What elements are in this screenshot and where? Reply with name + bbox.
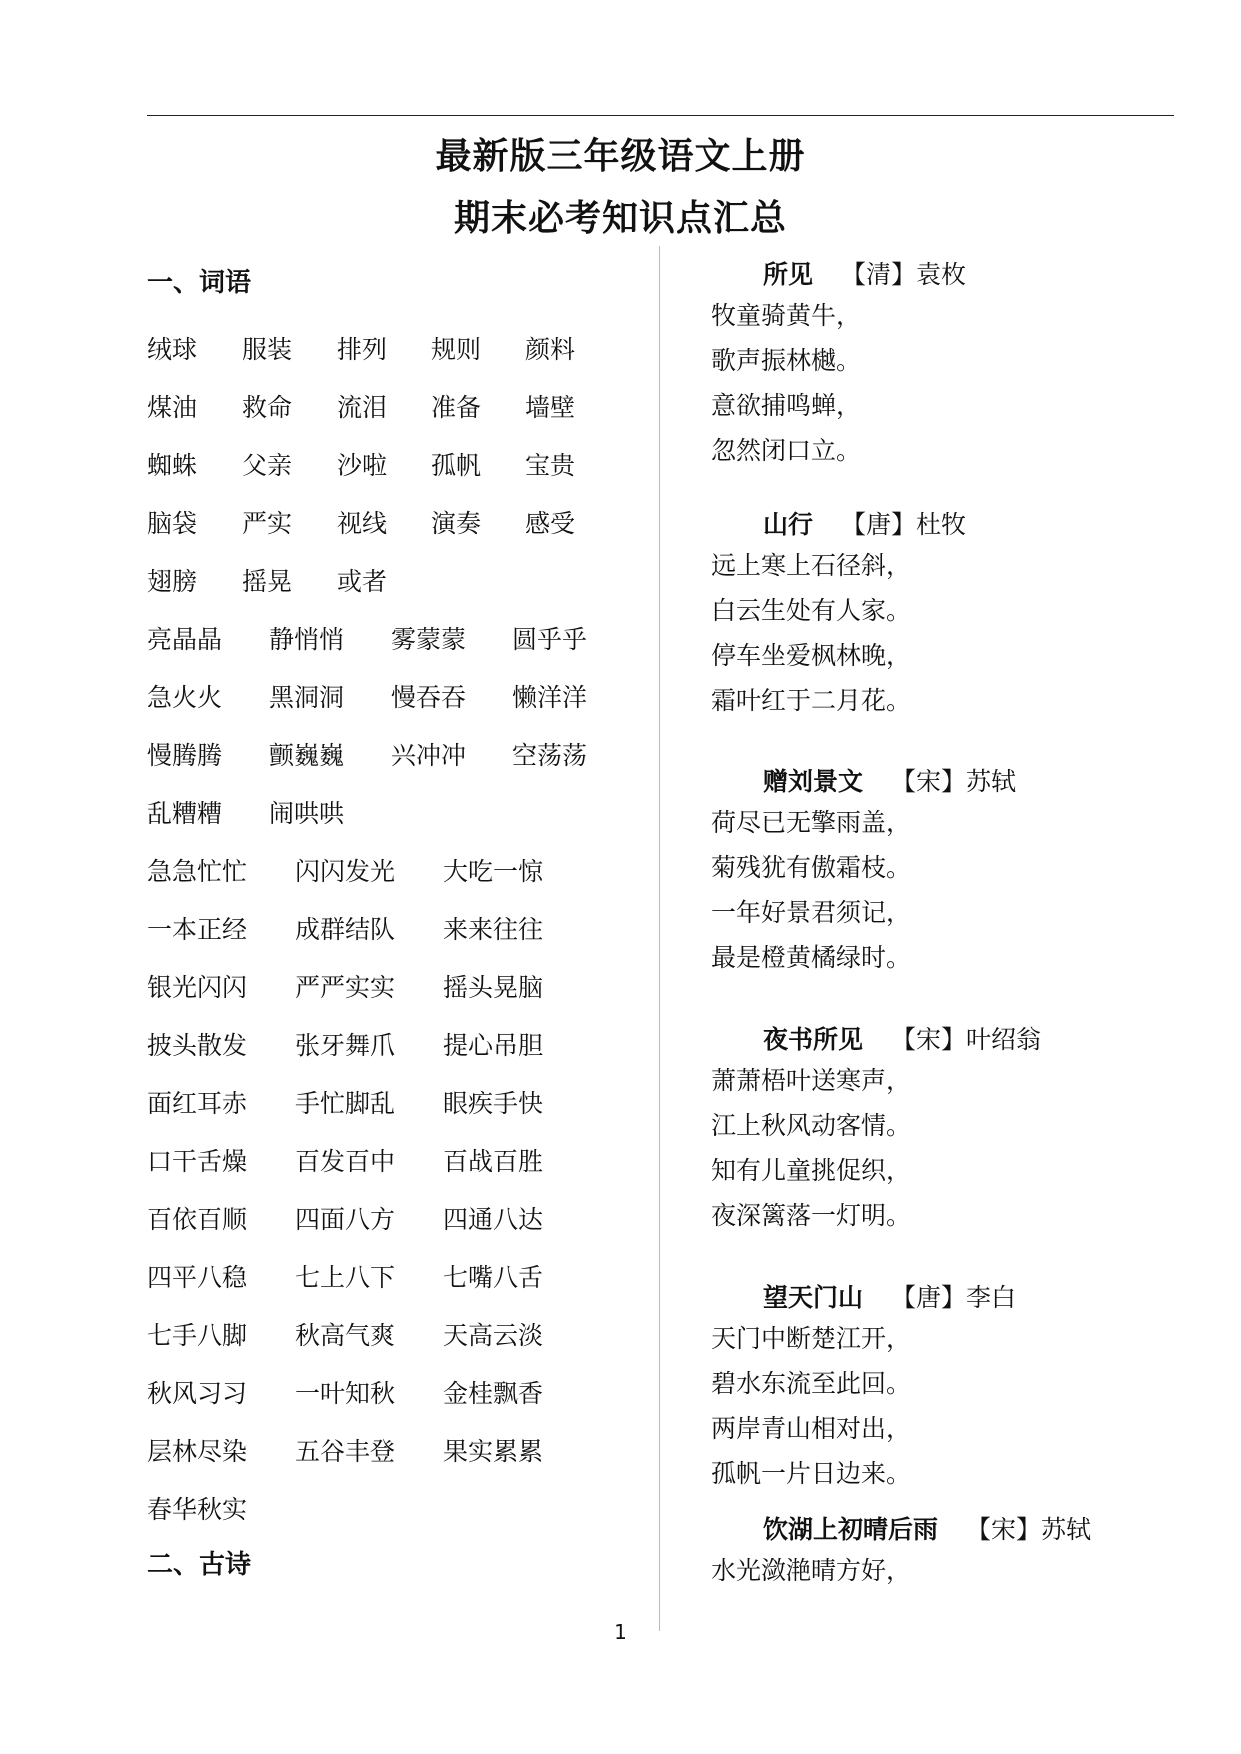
vocab-word: 百战百胜 xyxy=(443,1147,544,1176)
vocab-word: 煤油 xyxy=(147,393,198,422)
vocab-word: 黑洞洞 xyxy=(269,683,345,712)
vocab-word: 四面八方 xyxy=(295,1205,396,1234)
poem-line: 霜叶红于二月花。 xyxy=(711,686,912,715)
vocab-word: 摇头晃脑 xyxy=(443,973,544,1002)
vocab-word: 空荡荡 xyxy=(512,741,588,770)
poem-line: 一年好景君须记， xyxy=(711,898,912,927)
poem xyxy=(711,1278,1211,1496)
vocab-word: 视线 xyxy=(337,509,388,538)
poem-title: 望天门山 xyxy=(763,1283,864,1312)
vocab-word: 秋风习习 xyxy=(147,1379,248,1408)
poem-line: 荷尽已无擎雨盖， xyxy=(711,808,912,837)
vocab-word: 面红耳赤 xyxy=(147,1089,248,1118)
vocab-word: 银光闪闪 xyxy=(147,973,248,1002)
document-subtitle: 期末必考知识点汇总 xyxy=(453,198,787,239)
vocab-word: 宝贵 xyxy=(525,451,576,480)
poem-author: 【唐】李白 xyxy=(891,1283,1017,1312)
document-title: 最新版三年级语文上册 xyxy=(435,136,806,177)
poem-heading xyxy=(711,1020,1211,1058)
vocab-word: 四通八达 xyxy=(443,1205,544,1234)
vocab-word: 天高云淡 xyxy=(443,1321,544,1350)
vocab-word: 提心吊胆 xyxy=(443,1031,544,1060)
vocab-word: 严严实实 xyxy=(295,973,396,1002)
poem-line: 天门中断楚江开， xyxy=(711,1324,912,1353)
vocab-word: 静悄悄 xyxy=(269,625,345,654)
vocab-word: 慢吞吞 xyxy=(391,683,467,712)
vocab-word: 孤帆 xyxy=(431,451,482,480)
poem-heading xyxy=(711,762,1211,800)
poem-line: 知有儿童挑促织， xyxy=(711,1156,912,1185)
vocab-word: 闹哄哄 xyxy=(269,799,345,828)
poem-title: 所见 xyxy=(763,260,814,289)
vocab-word: 口干舌燥 xyxy=(147,1147,248,1176)
poem-author: 【清】袁枚 xyxy=(841,260,967,289)
poem-line: 白云生处有人家。 xyxy=(711,596,912,625)
header-rule xyxy=(147,115,1174,116)
vocab-word: 乱糟糟 xyxy=(147,799,223,828)
vocab-word: 懒洋洋 xyxy=(512,683,588,712)
poem-heading xyxy=(711,255,1211,293)
vocab-word: 七上八下 xyxy=(295,1263,396,1292)
poem-line: 忽然闭口立。 xyxy=(711,436,862,465)
vocab-word: 急急忙忙 xyxy=(147,857,248,886)
vocab-word: 手忙脚乱 xyxy=(295,1089,396,1118)
vocab-word: 金桂飘香 xyxy=(443,1379,544,1408)
poem xyxy=(711,1020,1211,1238)
vocab-word: 兴冲冲 xyxy=(391,741,467,770)
poem-heading xyxy=(711,1278,1211,1316)
vocab-word: 翅膀 xyxy=(147,567,198,596)
vocab-word: 亮晶晶 xyxy=(147,625,223,654)
poem-line: 牧童骑黄牛， xyxy=(711,301,862,330)
poem-author: 【宋】苏轼 xyxy=(891,767,1017,796)
poem-line: 意欲捕鸣蝉， xyxy=(711,391,862,420)
poem-title: 夜书所见 xyxy=(763,1025,864,1054)
poem-line: 最是橙黄橘绿时。 xyxy=(711,943,912,972)
vocab-word: 四平八稳 xyxy=(147,1263,248,1292)
vocab-word: 百依百顺 xyxy=(147,1205,248,1234)
vocab-word: 父亲 xyxy=(242,451,293,480)
vocab-word: 七嘴八舌 xyxy=(443,1263,544,1292)
vocab-word: 摇晃 xyxy=(242,567,293,596)
poem-line: 孤帆一片日边来。 xyxy=(711,1459,912,1488)
vocab-word: 准备 xyxy=(431,393,482,422)
poem-line: 夜深篱落一灯明。 xyxy=(711,1201,912,1230)
vocab-word: 蜘蛛 xyxy=(147,451,198,480)
vocab-word: 慢腾腾 xyxy=(147,741,223,770)
poem-title: 饮湖上初晴后雨 xyxy=(763,1515,939,1544)
poem-line: 菊残犹有傲霜枝。 xyxy=(711,853,912,882)
vocab-word: 五谷丰登 xyxy=(295,1437,396,1466)
poem-line: 远上寒上石径斜， xyxy=(711,551,912,580)
vocab-word: 演奏 xyxy=(431,509,482,538)
vocab-word: 颜料 xyxy=(525,335,576,364)
vocab-word: 果实累累 xyxy=(443,1437,544,1466)
poem-heading xyxy=(711,1510,1211,1548)
vocab-word: 大吃一惊 xyxy=(443,857,544,886)
poem xyxy=(711,505,1211,723)
vocab-word: 沙啦 xyxy=(337,451,388,480)
vocab-word: 或者 xyxy=(337,567,388,596)
vocab-word: 规则 xyxy=(431,335,482,364)
vocab-word: 感受 xyxy=(525,509,576,538)
vocab-word: 秋高气爽 xyxy=(295,1321,396,1350)
vocab-word: 来来往往 xyxy=(443,915,544,944)
vocab-word: 一叶知秋 xyxy=(295,1379,396,1408)
vocab-word: 脑袋 xyxy=(147,509,198,538)
poem xyxy=(711,1510,1211,1593)
poem-author: 【唐】杜牧 xyxy=(841,510,967,539)
vocab-word: 七手八脚 xyxy=(147,1321,248,1350)
vocab-word: 雾蒙蒙 xyxy=(391,625,467,654)
poem xyxy=(711,762,1211,980)
vocab-word: 一本正经 xyxy=(147,915,248,944)
poem xyxy=(711,255,1211,473)
column-divider xyxy=(659,246,660,1631)
poem-author: 【宋】叶绍翁 xyxy=(891,1025,1042,1054)
vocab-word: 颤巍巍 xyxy=(269,741,345,770)
poem-line: 歌声振林樾。 xyxy=(711,346,862,375)
poem-heading xyxy=(711,505,1211,543)
poem-line: 停车坐爱枫林晚， xyxy=(711,641,912,670)
vocab-word: 披头散发 xyxy=(147,1031,248,1060)
vocab-word: 圆乎乎 xyxy=(512,625,588,654)
poem-author: 【宋】苏轼 xyxy=(966,1515,1092,1544)
vocab-word: 成群结队 xyxy=(295,915,396,944)
poem-line: 萧萧梧叶送寒声， xyxy=(711,1066,912,1095)
vocab-word: 层林尽染 xyxy=(147,1437,248,1466)
poem-line: 水光潋滟晴方好， xyxy=(711,1556,912,1585)
poem-title: 山行 xyxy=(763,510,814,539)
vocab-word: 服装 xyxy=(242,335,293,364)
vocab-word: 闪闪发光 xyxy=(295,857,396,886)
vocab-word: 排列 xyxy=(337,335,388,364)
vocab-word: 救命 xyxy=(242,393,293,422)
vocab-word: 眼疾手快 xyxy=(443,1089,544,1118)
vocab-word: 春华秋实 xyxy=(147,1495,248,1524)
vocab-word: 绒球 xyxy=(147,335,198,364)
vocab-word: 张牙舞爪 xyxy=(295,1031,396,1060)
page-number: 1 xyxy=(614,1620,627,1644)
poem-title: 赠刘景文 xyxy=(763,767,864,796)
poem-line: 两岸青山相对出， xyxy=(711,1414,912,1443)
poem-line: 江上秋风动客情。 xyxy=(711,1111,912,1140)
vocab-word: 流泪 xyxy=(337,393,388,422)
vocab-word: 急火火 xyxy=(147,683,223,712)
vocab-word: 严实 xyxy=(242,509,293,538)
section-heading-poems: 二、古诗 xyxy=(147,1550,252,1580)
vocab-word: 百发百中 xyxy=(295,1147,396,1176)
vocab-word: 墙壁 xyxy=(525,393,576,422)
section-heading-vocab: 一、词语 xyxy=(147,268,252,298)
poem-line: 碧水东流至此回。 xyxy=(711,1369,912,1398)
